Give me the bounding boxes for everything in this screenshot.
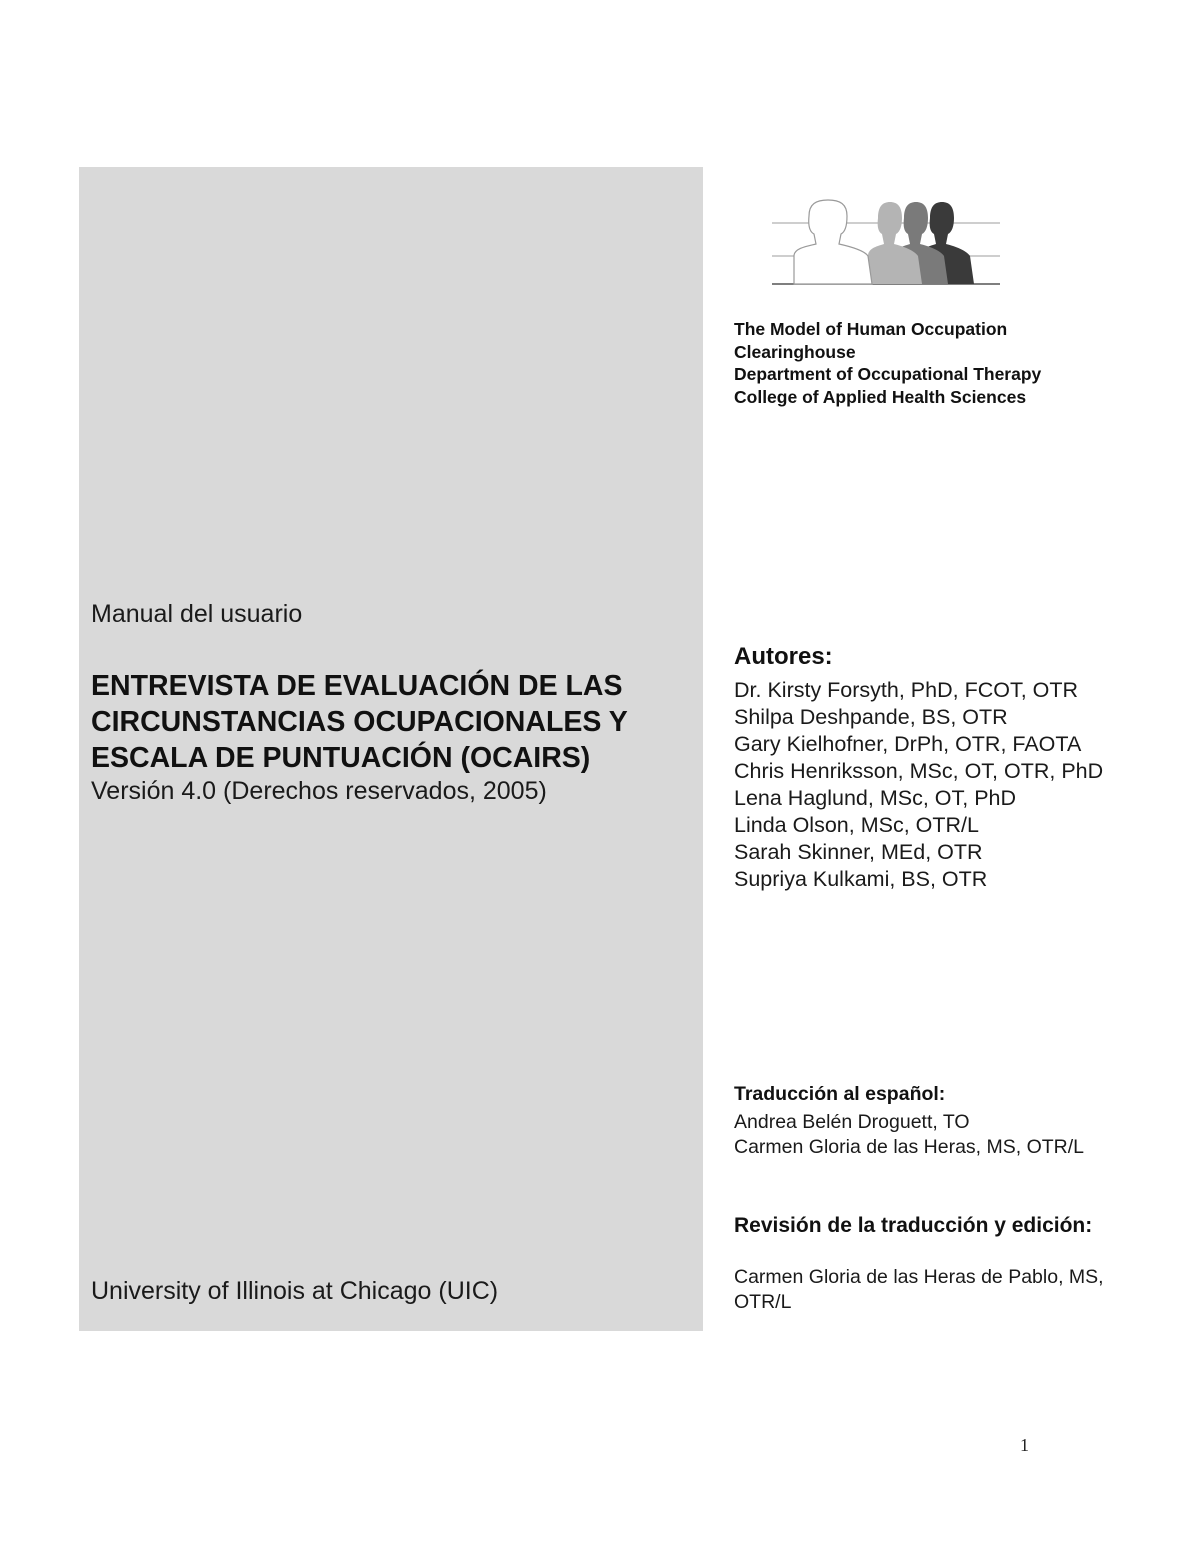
author-item: Dr. Kirsty Forsyth, PhD, FCOT, OTR — [734, 678, 1079, 702]
human-silhouettes-logo-icon — [770, 198, 1002, 288]
title-line: ESCALA DE PUNTUACIÓN (OCAIRS) — [91, 742, 591, 774]
clearinghouse-info — [734, 318, 1041, 408]
author-item: Sarah Skinner, MEd, OTR — [734, 840, 983, 864]
manual-label: Manual del usuario — [91, 600, 303, 628]
clearinghouse-line: Department of Occupational Therapy — [734, 364, 1042, 385]
translators-list — [734, 1110, 1114, 1160]
title-line: CIRCUNSTANCIAS OCUPACIONALES Y — [91, 706, 628, 738]
author-item: Lena Haglund, MSc, OT, PhD — [734, 786, 1017, 810]
author-item: Linda Olson, MSc, OTR/L — [734, 813, 979, 837]
clearinghouse-line: The Model of Human Occupation — [734, 319, 1008, 339]
title-line: ENTREVISTA DE EVALUACIÓN DE LAS — [91, 670, 623, 702]
revision-heading: Revisión de la traducción y edición: — [734, 1214, 1093, 1237]
clearinghouse-line: College of Applied Health Sciences — [734, 386, 1027, 407]
author-item: Shilpa Deshpande, BS, OTR — [734, 705, 1008, 729]
translation-heading: Traducción al español: — [734, 1083, 946, 1105]
reviser-item: Carmen Gloria de las Heras de Pablo, MS, OTR/L — [734, 1266, 1104, 1313]
translator-item: Carmen Gloria de las Heras, MS, OTR/L — [734, 1136, 1085, 1158]
authors-heading: Autores: — [734, 643, 833, 670]
version-text: Versión 4.0 (Derechos reservados, 2005) — [91, 777, 547, 805]
university-name: University of Illinois at Chicago (UIC) — [91, 1277, 499, 1305]
author-item: Chris Henriksson, MSc, OT, OTR, PhD — [734, 759, 1104, 783]
author-item: Supriya Kulkami, BS, OTR — [734, 867, 988, 891]
document-title — [91, 668, 701, 776]
revisers-list — [734, 1265, 1124, 1315]
clearinghouse-line: Clearinghouse — [734, 341, 856, 362]
author-item: Gary Kielhofner, DrPh, OTR, FAOTA — [734, 732, 1082, 756]
authors-list — [734, 677, 1114, 893]
translator-item: Andrea Belén Droguett, TO — [734, 1111, 970, 1133]
page-number: 1 — [1020, 1435, 1029, 1455]
